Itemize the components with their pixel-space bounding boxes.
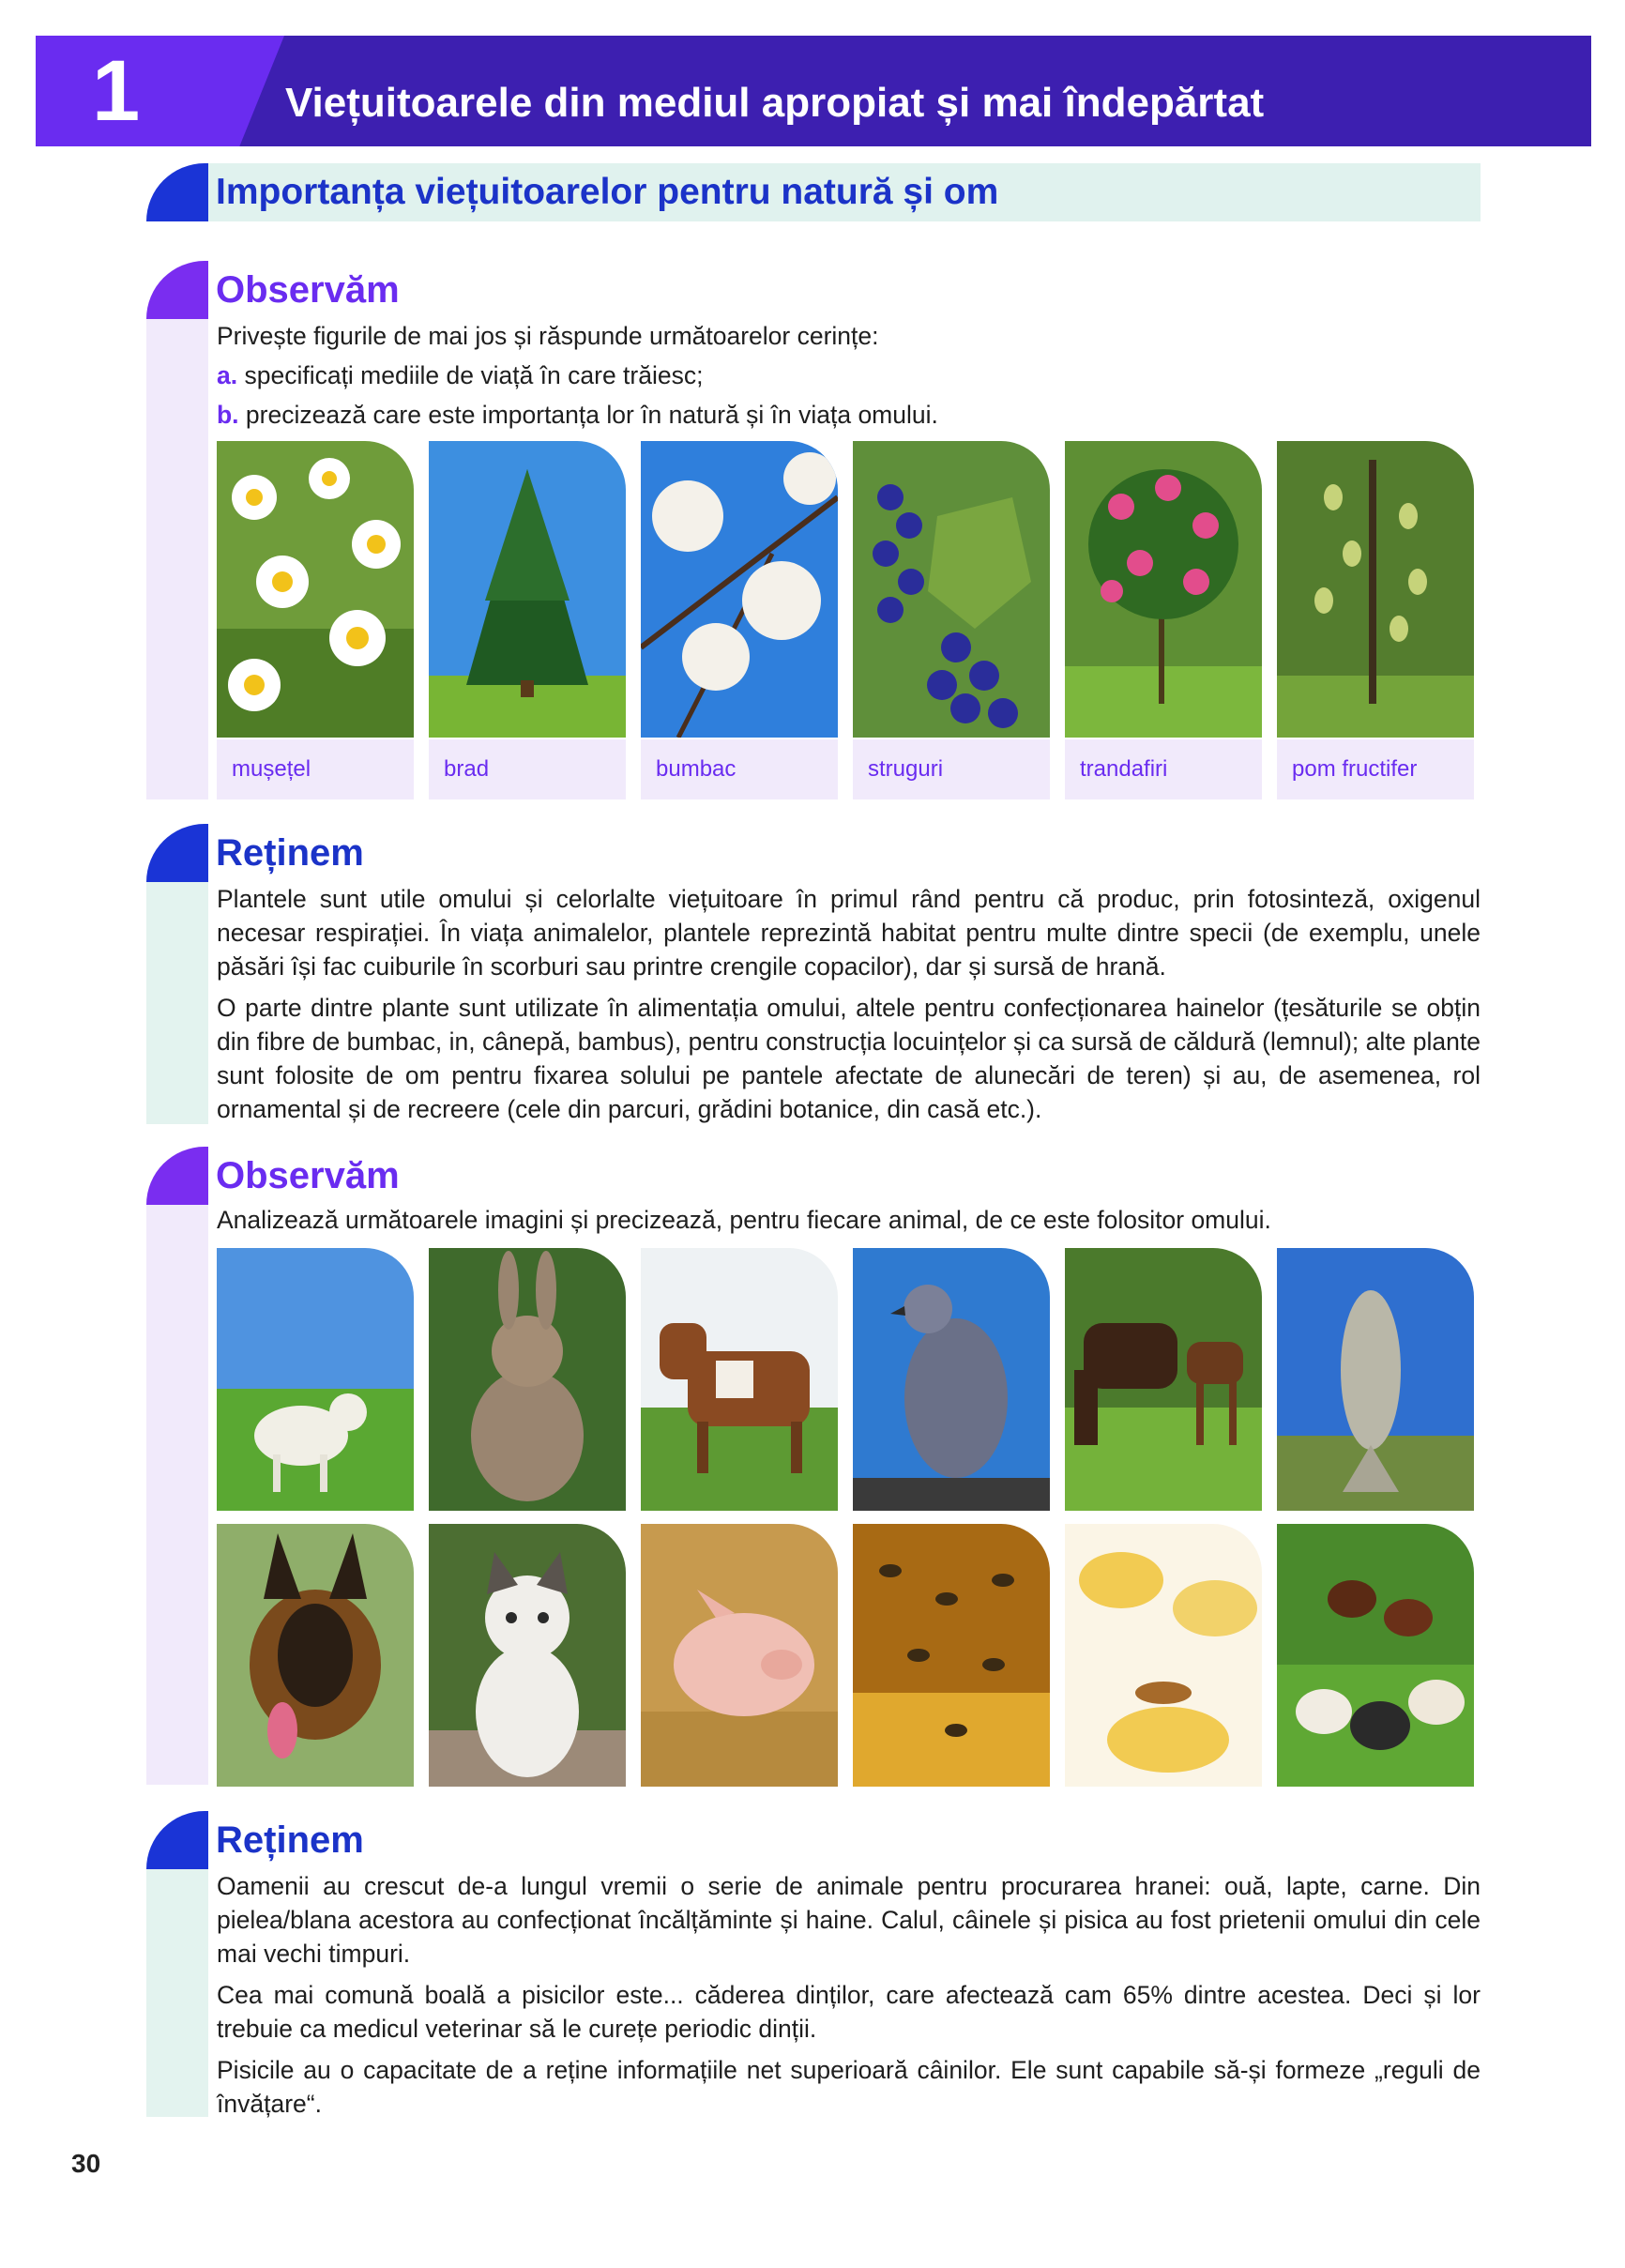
section-tab — [146, 261, 208, 319]
task-b-text: precizează care este importanța lor în natură și în viața omului. — [238, 401, 938, 429]
bees-image — [853, 1524, 1050, 1787]
section-strip — [146, 1205, 208, 1785]
caption-chamomile: mușețel — [232, 756, 311, 782]
section-strip — [146, 319, 208, 799]
section-heading: Reținem — [216, 832, 364, 874]
cow-image — [641, 1248, 838, 1511]
caption-cell — [1277, 739, 1474, 799]
caption-grapes: struguri — [868, 756, 944, 782]
horses-image — [1065, 1248, 1262, 1511]
section-heading: Observăm — [216, 269, 400, 311]
fruit-tree-image — [1277, 441, 1474, 738]
silkworm-cocoons-image — [1065, 1524, 1262, 1787]
section-body — [217, 882, 1481, 1134]
chamomile-image — [217, 441, 414, 738]
caption-fruit-tree: pom fructifer — [1292, 756, 1418, 782]
rabbit-image — [429, 1248, 626, 1511]
section-strip — [146, 882, 208, 1124]
task-a-text: specificați mediile de viață în care trăiesc; — [237, 361, 704, 389]
lesson-title-tab — [146, 163, 208, 221]
chapter-title: Viețuitoarele din mediul apropiat și mai îndepărtat — [285, 80, 1265, 126]
task-a — [217, 358, 703, 392]
caption-cell — [217, 739, 414, 799]
section-intro: Privește figurile de mai jos și răspunde următoarelor cerințe: — [217, 322, 879, 350]
section-body — [217, 1869, 1481, 2128]
section-heading: Observăm — [216, 1155, 400, 1196]
caption-roses: trandafiri — [1080, 756, 1168, 782]
fir-tree-image — [429, 441, 626, 738]
paragraph: Plantele sunt utile omului și celorlalte viețuitoare în primul rând pentru că produc, prin fotosinteză, oxigenul necesar respirației. În viața animalelor, plantele reprezintă habitat pentru multe dintre specii (de exemplu, unele păsări își fac cuiburile în scorburi sau printre crengile copacilor), dar și sursă de hrană. — [217, 885, 1481, 981]
section-tab — [146, 1811, 208, 1869]
page-number: 30 — [71, 2149, 101, 2178]
section-intro: Analizează următoarele imagini și precizează, pentru fiecare animal, de ce este folositor omului. — [217, 1206, 1271, 1234]
roses-image — [1065, 441, 1262, 738]
caption-cell — [853, 739, 1050, 799]
caption-cell — [641, 739, 838, 799]
grapes-image — [853, 441, 1050, 738]
hens-image — [1277, 1524, 1474, 1787]
section-tab — [146, 1147, 208, 1205]
task-b — [217, 398, 938, 432]
cotton-image — [641, 441, 838, 738]
chapter-number: 1 — [92, 43, 141, 139]
pig-image — [641, 1524, 838, 1787]
task-b-label: b. — [217, 401, 239, 429]
fish-image — [1277, 1248, 1474, 1511]
lesson-title: Importanța viețuitoarelor pentru natură și om — [216, 172, 999, 212]
cat-image — [429, 1524, 626, 1787]
pigeon-image — [853, 1248, 1050, 1511]
paragraph: Oamenii au crescut de-a lungul vremii o serie de animale pentru procurarea hranei: ouă, lapte, carne. Din pielea/blana acestora au confecționat încălțăminte și haine. Calul, câinele și pisica au fost prietenii omului din cele mai vechi timpuri. — [217, 1872, 1481, 1968]
caption-cell — [1065, 739, 1262, 799]
task-a-label: a. — [217, 361, 238, 389]
paragraph: Pisicile au o capacitate de a reține informațiile net superioară câinilor. Ele sunt capabile să-și formeze „reguli de învățare“. — [217, 2056, 1481, 2118]
paragraph: O parte dintre plante sunt utilizate în alimentația omului, altele pentru confecționarea hainelor (țesăturile se obțin din fibre de bumbac, in, cânepă, bambus), pentru construcția locuințelor și ca sursă de căldură (lemnul); alte plante sunt folosite de om pentru fixarea solului pe pantele afectate de alunecări de teren) și au, de asemenea, rol ornamental și de recreere (cele din parcuri, grădini botanice, din casă etc.). — [217, 994, 1481, 1123]
paragraph: Cea mai comună boală a pisicilor este... căderea dinților, care afectează cam 65% dintre acestea. Deci și lor trebuie ca medicul veterinar să le curețe periodic dinții. — [217, 1981, 1481, 2043]
caption-cotton: bumbac — [656, 756, 737, 782]
caption-fir: brad — [444, 756, 490, 782]
section-tab — [146, 824, 208, 882]
caption-cell — [429, 739, 626, 799]
section-strip — [146, 1869, 208, 2117]
dog-image — [217, 1524, 414, 1787]
lamb-image — [217, 1248, 414, 1511]
section-heading: Reținem — [216, 1819, 364, 1861]
